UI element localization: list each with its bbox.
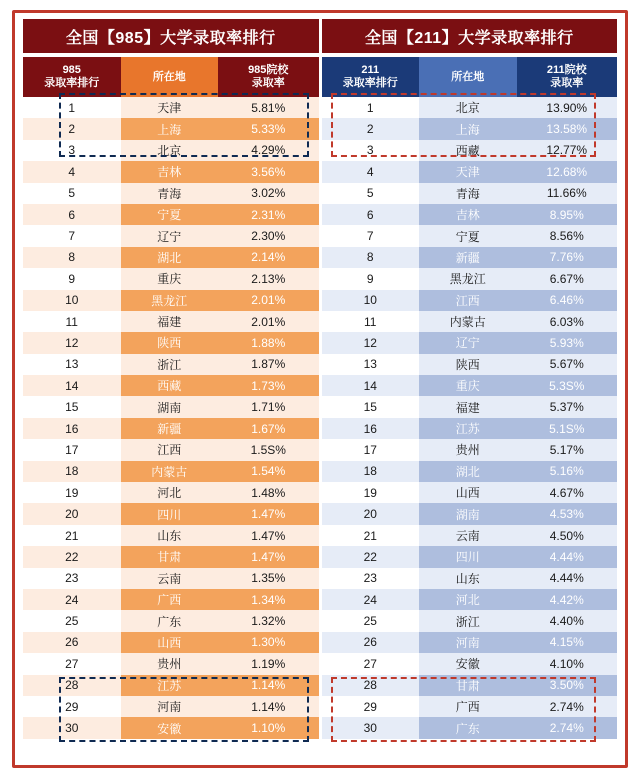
cell-rank: 20 [322, 503, 420, 524]
table-row [322, 354, 618, 375]
cell-location: 宁夏 [121, 204, 219, 225]
cell-rank: 16 [322, 418, 420, 439]
header-211-location: 所在地 [419, 57, 517, 97]
cell-location: 山西 [121, 632, 219, 653]
header-211-rate-line1: 211院校 [546, 64, 587, 77]
cell-location: 山东 [121, 525, 219, 546]
cell-rank: 26 [23, 632, 121, 653]
table-row [23, 418, 319, 439]
table-row [322, 589, 618, 610]
cell-rate: 8.56% [517, 225, 618, 246]
cell-location: 甘肃 [121, 546, 219, 567]
table-row [322, 290, 618, 311]
table-985-wrap [23, 57, 319, 739]
cell-location: 山西 [419, 482, 517, 503]
table-row [322, 717, 618, 738]
table-row [23, 610, 319, 631]
table-row [322, 396, 618, 417]
cell-rank: 8 [322, 247, 420, 268]
table-row [23, 247, 319, 268]
cell-location: 重庆 [419, 375, 517, 396]
cell-location: 新疆 [121, 418, 219, 439]
table-row [322, 653, 618, 674]
table-row [23, 696, 319, 717]
cell-rate: 1.14% [218, 696, 319, 717]
cell-rank: 17 [322, 439, 420, 460]
table-row [322, 525, 618, 546]
cell-rate: 13.90% [517, 97, 618, 118]
cell-location: 吉林 [419, 204, 517, 225]
table-row [322, 375, 618, 396]
table-row [23, 546, 319, 567]
cell-rate: 1.71% [218, 396, 319, 417]
cell-location: 西藏 [121, 375, 219, 396]
cell-location: 广东 [121, 610, 219, 631]
table-211-header-row [322, 57, 618, 97]
cell-rank: 22 [322, 546, 420, 567]
cell-location: 广东 [419, 717, 517, 738]
cell-rank: 18 [23, 461, 121, 482]
cell-rank: 25 [322, 610, 420, 631]
title-211: 全国【211】大学录取率排行 [322, 19, 618, 53]
cell-location: 广西 [419, 696, 517, 717]
table-row [322, 118, 618, 139]
cell-rate: 5.17% [517, 439, 618, 460]
table-row [322, 482, 618, 503]
cell-rank: 17 [23, 439, 121, 460]
cell-rate: 1.10% [218, 717, 319, 738]
table-211 [322, 57, 618, 739]
cell-rate: 5.1S% [517, 418, 618, 439]
cell-rank: 26 [322, 632, 420, 653]
table-row [23, 140, 319, 161]
table-row [322, 311, 618, 332]
header-985-rate [218, 57, 319, 97]
cell-location: 贵州 [419, 439, 517, 460]
cell-rate: 4.67% [517, 482, 618, 503]
table-985-body [23, 97, 319, 739]
infographic-frame [12, 10, 628, 768]
cell-rate: 2.74% [517, 696, 618, 717]
cell-rank: 19 [23, 482, 121, 503]
cell-rank: 30 [23, 717, 121, 738]
cell-location: 四川 [121, 503, 219, 524]
table-row [322, 247, 618, 268]
cell-rate: 5.81% [218, 97, 319, 118]
table-row [23, 675, 319, 696]
cell-rate: 6.46% [517, 290, 618, 311]
cell-rank: 12 [23, 332, 121, 353]
title-985: 全国【985】大学录取率排行 [23, 19, 319, 53]
cell-location: 浙江 [121, 354, 219, 375]
cell-rate: 1.67% [218, 418, 319, 439]
cell-rank: 21 [322, 525, 420, 546]
cell-rank: 28 [23, 675, 121, 696]
cell-rate: 1.30% [218, 632, 319, 653]
header-985-rate-line1: 985院校 [248, 64, 289, 77]
cell-location: 辽宁 [419, 332, 517, 353]
cell-rate: 1.48% [218, 482, 319, 503]
table-row [23, 589, 319, 610]
cell-rank: 1 [23, 97, 121, 118]
table-row [23, 225, 319, 246]
cell-location: 四川 [419, 546, 517, 567]
table-row [23, 161, 319, 182]
cell-rank: 2 [322, 118, 420, 139]
cell-rank: 10 [322, 290, 420, 311]
table-985 [23, 57, 319, 739]
cell-location: 黑龙江 [419, 268, 517, 289]
header-211-rate-line2: 录取率 [550, 77, 584, 89]
cell-location: 福建 [419, 396, 517, 417]
cell-rank: 23 [23, 568, 121, 589]
cell-rank: 22 [23, 546, 121, 567]
cell-rank: 29 [23, 696, 121, 717]
cell-rank: 24 [23, 589, 121, 610]
cell-location: 河南 [419, 632, 517, 653]
table-row [322, 225, 618, 246]
cell-rate: 7.76% [517, 247, 618, 268]
cell-rate: 5.33% [218, 118, 319, 139]
cell-rate: 1.34% [218, 589, 319, 610]
header-985-rank [23, 57, 121, 97]
header-985-rate-line2: 录取率 [251, 77, 285, 89]
cell-location: 安徽 [419, 653, 517, 674]
table-row [322, 568, 618, 589]
table-row [23, 653, 319, 674]
cell-location: 江西 [121, 439, 219, 460]
cell-rank: 9 [23, 268, 121, 289]
table-row [23, 525, 319, 546]
header-985-location: 所在地 [121, 57, 219, 97]
tables-container [23, 57, 617, 739]
table-row [322, 439, 618, 460]
table-row [322, 140, 618, 161]
cell-rate: 6.03% [517, 311, 618, 332]
cell-rank: 27 [322, 653, 420, 674]
cell-rank: 1 [322, 97, 420, 118]
cell-rate: 4.44% [517, 568, 618, 589]
cell-location: 浙江 [419, 610, 517, 631]
table-row [23, 375, 319, 396]
cell-rate: 1.47% [218, 525, 319, 546]
table-row [23, 118, 319, 139]
cell-location: 青海 [121, 183, 219, 204]
cell-rank: 29 [322, 696, 420, 717]
cell-rate: 11.66% [517, 183, 618, 204]
table-row [322, 268, 618, 289]
cell-rank: 14 [322, 375, 420, 396]
cell-rank: 8 [23, 247, 121, 268]
table-985-head [23, 57, 319, 97]
cell-location: 陕西 [121, 332, 219, 353]
table-row [322, 204, 618, 225]
cell-rate: 3.56% [218, 161, 319, 182]
table-row [23, 204, 319, 225]
cell-rank: 10 [23, 290, 121, 311]
cell-location: 天津 [121, 97, 219, 118]
cell-rank: 23 [322, 568, 420, 589]
cell-location: 云南 [419, 525, 517, 546]
cell-rank: 21 [23, 525, 121, 546]
cell-rate: 1.73% [218, 375, 319, 396]
cell-rate: 4.42% [517, 589, 618, 610]
cell-rank: 18 [322, 461, 420, 482]
cell-location: 新疆 [419, 247, 517, 268]
cell-location: 甘肃 [419, 675, 517, 696]
cell-location: 内蒙古 [419, 311, 517, 332]
table-211-wrap [322, 57, 618, 739]
cell-rank: 2 [23, 118, 121, 139]
cell-rate: 4.15% [517, 632, 618, 653]
cell-location: 宁夏 [419, 225, 517, 246]
header-985-rank-line2: 录取率排行 [44, 77, 100, 89]
cell-location: 河南 [121, 696, 219, 717]
cell-rate: 1.32% [218, 610, 319, 631]
cell-rank: 7 [23, 225, 121, 246]
table-row [23, 396, 319, 417]
table-row [322, 183, 618, 204]
cell-rank: 16 [23, 418, 121, 439]
header-211-rank [322, 57, 420, 97]
cell-rank: 12 [322, 332, 420, 353]
cell-rank: 27 [23, 653, 121, 674]
cell-rate: 1.19% [218, 653, 319, 674]
cell-rate: 2.01% [218, 311, 319, 332]
title-row [23, 19, 617, 53]
cell-rate: 4.40% [517, 610, 618, 631]
cell-location: 江苏 [419, 418, 517, 439]
cell-rank: 4 [23, 161, 121, 182]
cell-location: 北京 [121, 140, 219, 161]
cell-location: 江苏 [121, 675, 219, 696]
cell-rate: 2.13% [218, 268, 319, 289]
cell-rate: 12.68% [517, 161, 618, 182]
table-row [322, 461, 618, 482]
header-211-rank-line2: 录取率排行 [342, 77, 398, 89]
cell-rank: 9 [322, 268, 420, 289]
cell-rate: 5.93% [517, 332, 618, 353]
table-row [322, 675, 618, 696]
cell-location: 青海 [419, 183, 517, 204]
cell-rate: 5.67% [517, 354, 618, 375]
table-row [23, 311, 319, 332]
cell-location: 湖北 [121, 247, 219, 268]
cell-rank: 15 [322, 396, 420, 417]
table-row [322, 161, 618, 182]
cell-rate: 4.10% [517, 653, 618, 674]
cell-rate: 1.47% [218, 546, 319, 567]
cell-rate: 2.31% [218, 204, 319, 225]
cell-rate: 1.87% [218, 354, 319, 375]
table-row [322, 332, 618, 353]
cell-rate: 2.01% [218, 290, 319, 311]
cell-rank: 5 [23, 183, 121, 204]
table-row [23, 717, 319, 738]
cell-location: 湖南 [419, 503, 517, 524]
cell-rate: 1.88% [218, 332, 319, 353]
cell-location: 云南 [121, 568, 219, 589]
cell-rate: 2.30% [218, 225, 319, 246]
cell-rank: 20 [23, 503, 121, 524]
cell-rank: 3 [322, 140, 420, 161]
cell-location: 上海 [121, 118, 219, 139]
cell-rate: 1.47% [218, 503, 319, 524]
table-211-head [322, 57, 618, 97]
cell-rate: 5.37% [517, 396, 618, 417]
cell-rank: 15 [23, 396, 121, 417]
cell-rate: 3.02% [218, 183, 319, 204]
cell-rank: 14 [23, 375, 121, 396]
cell-location: 河北 [121, 482, 219, 503]
cell-rank: 19 [322, 482, 420, 503]
header-211-rate [517, 57, 618, 97]
table-row [23, 183, 319, 204]
table-985-header-row [23, 57, 319, 97]
cell-location: 天津 [419, 161, 517, 182]
cell-rate: 4.29% [218, 140, 319, 161]
cell-rank: 6 [23, 204, 121, 225]
cell-location: 安徽 [121, 717, 219, 738]
table-row [23, 268, 319, 289]
cell-rate: 5.3S% [517, 375, 618, 396]
table-row [322, 696, 618, 717]
table-row [322, 632, 618, 653]
cell-rate: 2.14% [218, 247, 319, 268]
table-row [23, 332, 319, 353]
table-row [322, 503, 618, 524]
cell-rank: 13 [322, 354, 420, 375]
cell-rate: 1.14% [218, 675, 319, 696]
cell-rate: 4.50% [517, 525, 618, 546]
header-211-rank-line1: 211 [361, 64, 380, 77]
cell-location: 山东 [419, 568, 517, 589]
cell-location: 西藏 [419, 140, 517, 161]
cell-rate: 6.67% [517, 268, 618, 289]
table-row [322, 610, 618, 631]
cell-location: 湖南 [121, 396, 219, 417]
cell-rank: 30 [322, 717, 420, 738]
cell-rate: 2.74% [517, 717, 618, 738]
cell-rank: 11 [23, 311, 121, 332]
cell-rank: 7 [322, 225, 420, 246]
cell-rank: 5 [322, 183, 420, 204]
cell-location: 辽宁 [121, 225, 219, 246]
table-row [23, 354, 319, 375]
table-row [23, 503, 319, 524]
cell-rank: 25 [23, 610, 121, 631]
table-row [23, 97, 319, 118]
table-row [322, 546, 618, 567]
cell-rate: 12.77% [517, 140, 618, 161]
table-row [322, 97, 618, 118]
table-row [23, 439, 319, 460]
cell-rate: 13.58% [517, 118, 618, 139]
cell-location: 江西 [419, 290, 517, 311]
table-row [322, 418, 618, 439]
cell-rate: 8.95% [517, 204, 618, 225]
header-985-rank-line1: 985 [62, 64, 81, 77]
table-row [23, 461, 319, 482]
cell-rank: 11 [322, 311, 420, 332]
cell-location: 河北 [419, 589, 517, 610]
cell-location: 广西 [121, 589, 219, 610]
cell-rate: 3.50% [517, 675, 618, 696]
cell-rank: 3 [23, 140, 121, 161]
cell-location: 湖北 [419, 461, 517, 482]
cell-rate: 4.53% [517, 503, 618, 524]
cell-location: 黑龙江 [121, 290, 219, 311]
cell-location: 吉林 [121, 161, 219, 182]
cell-location: 陕西 [419, 354, 517, 375]
cell-rate: 1.54% [218, 461, 319, 482]
cell-location: 重庆 [121, 268, 219, 289]
cell-rank: 6 [322, 204, 420, 225]
cell-location: 上海 [419, 118, 517, 139]
cell-rate: 1.35% [218, 568, 319, 589]
cell-rank: 13 [23, 354, 121, 375]
cell-rank: 28 [322, 675, 420, 696]
table-row [23, 290, 319, 311]
table-row [23, 482, 319, 503]
cell-rank: 24 [322, 589, 420, 610]
table-211-body [322, 97, 618, 739]
table-row [23, 632, 319, 653]
cell-rate: 4.44% [517, 546, 618, 567]
cell-rate: 1.5S% [218, 439, 319, 460]
cell-location: 福建 [121, 311, 219, 332]
cell-location: 内蒙古 [121, 461, 219, 482]
table-row [23, 568, 319, 589]
cell-rate: 5.16% [517, 461, 618, 482]
cell-location: 贵州 [121, 653, 219, 674]
cell-rank: 4 [322, 161, 420, 182]
cell-location: 北京 [419, 97, 517, 118]
